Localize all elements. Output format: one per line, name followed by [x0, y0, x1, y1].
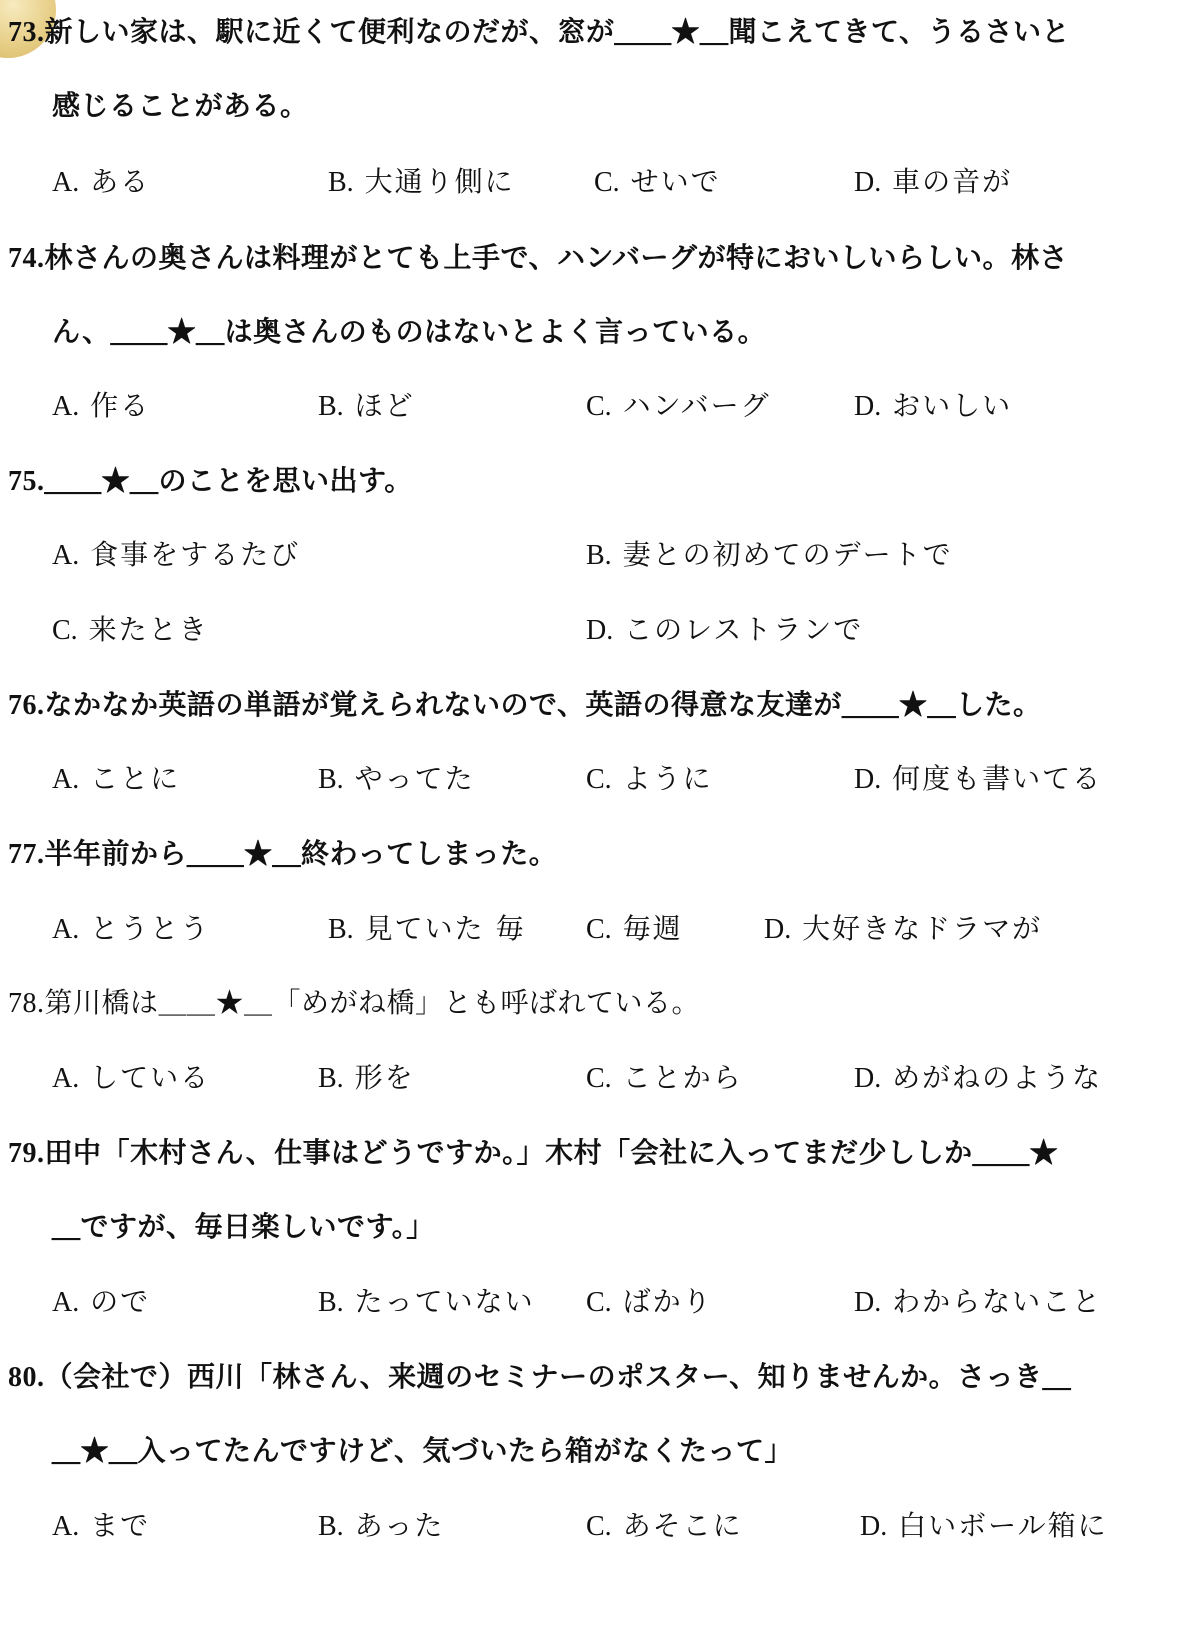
- question-number: 77.: [8, 839, 45, 870]
- option-b: B. 大通り側に: [328, 165, 515, 198]
- question-text: 新しい家は、駅に近くて便利なのだが、窓が＿＿★＿聞こえてきて、うるさいと: [44, 15, 1070, 48]
- option-d: D. おいしい: [854, 389, 1013, 422]
- option-a: A. ので: [52, 1285, 151, 1318]
- question-75-line-1: [8, 464, 413, 497]
- option-a: A. ある: [52, 165, 151, 198]
- question-number: 79.: [8, 1138, 45, 1169]
- question-number: 74.: [8, 243, 45, 274]
- option-b: B. やってた: [318, 762, 475, 795]
- option-c: C. 毎週: [586, 912, 683, 945]
- question-number: 78.: [8, 988, 45, 1019]
- question-text: 半年前から＿＿★＿終わってしまった。: [44, 837, 558, 870]
- option-a: A. 食事をするたび: [52, 538, 301, 571]
- question-text: （会社で）西川「林さん、来週のセミナーのポスター、知りませんか。さっき＿: [44, 1360, 1072, 1393]
- option-a: A. 作る: [52, 389, 151, 422]
- option-a: A. ことに: [52, 762, 181, 795]
- question-80-line-2: ＿★＿入ってたんですけど、気づいたら箱がなくたって」: [52, 1434, 794, 1467]
- option-a: A. している: [52, 1061, 211, 1094]
- option-b: B. 形を: [318, 1061, 415, 1094]
- option-d: D. 大好きなドラマが: [764, 912, 1043, 945]
- option-c: C. ハンバーグ: [586, 389, 771, 422]
- question-text: ＿＿★＿のことを思い出す。: [44, 464, 413, 497]
- option-d: D. わからないこと: [854, 1285, 1103, 1318]
- option-b: B. 見ていた 毎: [328, 912, 526, 945]
- question-73-line-2: 感じることがある。: [52, 89, 309, 122]
- option-c: C. せいで: [594, 165, 721, 198]
- question-77-line-1: [8, 837, 558, 870]
- question-text: 田中「木村さん、仕事はどうですか。」木村「会社に入ってまだ少ししか＿＿★: [44, 1136, 1059, 1169]
- option-c: C. ばかり: [586, 1285, 713, 1318]
- option-d: D. このレストランで: [586, 613, 864, 646]
- option-a: A. とうとう: [52, 912, 211, 945]
- option-d: D. めがねのような: [854, 1061, 1103, 1094]
- option-c: C. ことから: [586, 1061, 743, 1094]
- option-b: B. あった: [318, 1509, 445, 1542]
- question-78-line-1: [8, 986, 701, 1019]
- question-79-line-2: ＿ですが、毎日楽しいです。」: [52, 1210, 435, 1243]
- question-74-line-2: ん、＿＿★＿は奥さんのものはないとよく言っている。: [52, 315, 767, 348]
- option-d: D. 何度も書いてる: [854, 762, 1103, 795]
- question-79-line-1: [8, 1136, 1059, 1169]
- question-74-line-1: [8, 241, 1068, 274]
- option-c: C. あそこに: [586, 1509, 743, 1542]
- question-text: 第川橋は＿＿★＿「めがね橋」とも呼ばれている。: [44, 986, 701, 1019]
- option-d: D. 車の音が: [854, 165, 1013, 198]
- option-a: A. まで: [52, 1509, 151, 1542]
- question-80-line-1: [8, 1360, 1072, 1393]
- question-73-line-1: [8, 15, 1070, 48]
- option-b: B. 妻との初めてのデートで: [586, 538, 953, 571]
- question-number: 73.: [8, 17, 45, 48]
- question-76-line-1: [8, 688, 1042, 721]
- question-number: 75.: [8, 466, 45, 497]
- option-d: D. 白いボール箱に: [860, 1509, 1108, 1542]
- question-number: 76.: [8, 690, 45, 721]
- option-b: B. ほど: [318, 389, 415, 422]
- option-c: C. ように: [586, 762, 713, 795]
- option-c: C. 来たとき: [52, 613, 209, 646]
- question-text: なかなか英語の単語が覚えられないので、英語の得意な友達が＿＿★＿した。: [44, 688, 1042, 721]
- question-number: 80.: [8, 1362, 45, 1393]
- question-text: 林さんの奥さんは料理がとても上手で、ハンバーグが特においしいらしい。林さ: [44, 241, 1068, 274]
- option-b: B. たっていない: [318, 1285, 535, 1318]
